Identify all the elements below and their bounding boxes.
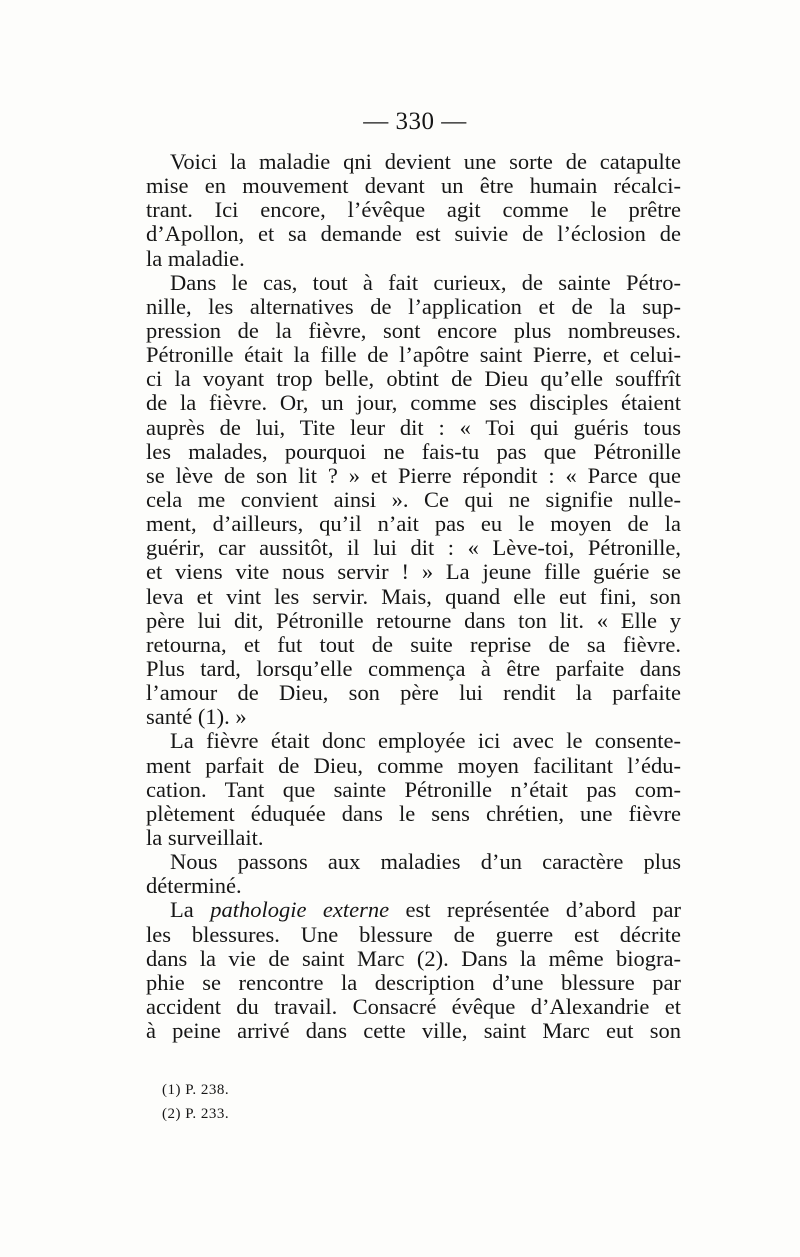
text-line: déterminé. — [146, 873, 242, 899]
footnote: (2) P. 233. — [162, 1106, 230, 1122]
text-line: les malades, pourquoi ne fais-tu pas que Pétronille — [146, 438, 681, 464]
text-line: dans la vie de saint Marc (2). Dans la même biogra- — [146, 945, 681, 971]
text-line: auprès de lui, Tite leur dit : « Toi qui guéris tous — [146, 414, 681, 440]
text-line: Voici la maladie qni devient une sorte de catapulte — [170, 149, 681, 174]
body-text — [146, 150, 681, 1043]
text-line: Nous passons aux maladies d’un caractère plus — [170, 849, 681, 875]
text-line: retourna, et fut tout de suite reprise de sa fièvre. — [146, 631, 681, 657]
text-line: La fièvre était donc employée ici avec le consente- — [170, 728, 681, 754]
page-number: — 330 — — [363, 108, 467, 135]
text-line: ment, d’ailleurs, qu’il n’ait pas eu le moyen de la — [146, 511, 681, 537]
text-line: cation. Tant que sainte Pétronille n’était pas com- — [146, 776, 681, 802]
text-line: cela me convient ainsi ». Ce qui ne signifie nulle- — [146, 486, 681, 512]
text-line: la maladie. — [146, 245, 245, 271]
text-line: et viens vite nous servir ! » La jeune fille guérie se — [146, 559, 681, 585]
text-line: Plus tard, lorsqu’elle commença à être parfaite dans — [146, 655, 681, 681]
text-line: se lève de son lit ? » et Pierre répondit : « Parce que — [146, 462, 681, 488]
text-line: Pétronille était la fille de l’apôtre saint Pierre, et celui- — [146, 342, 681, 368]
text-line: trant. Ici encore, l’évêque agit comme le prêtre — [146, 197, 681, 223]
text-line: accident du travail. Consacré évêque d’Alexandrie et — [146, 993, 681, 1019]
text-line: à peine arrivé dans cette ville, saint Marc eut son — [146, 1018, 681, 1044]
text-line: nille, les alternatives de l’application et de la sup- — [146, 293, 681, 319]
text-line-with-italic — [146, 898, 681, 922]
text-line: ci la voyant trop belle, obtint de Dieu qu’elle souffrît — [146, 366, 681, 392]
text-line: père lui dit, Pétronille retourne dans ton lit. « Elle y — [146, 607, 681, 633]
text-line: pression de la fièvre, sont encore plus nombreuses. — [146, 317, 681, 343]
text-line: leva et vint les servir. Mais, quand elle eut fini, son — [146, 583, 681, 609]
text-line: phie se rencontre la description d’une blessure par — [146, 969, 681, 995]
text-line: plètement éduquée dans le sens chrétien, une fièvre — [146, 800, 681, 826]
text-line: de la fièvre. Or, un jour, comme ses disciples étaient — [146, 390, 681, 416]
text-line: les blessures. Une blessure de guerre est décrite — [146, 921, 681, 947]
footnotes — [162, 1078, 462, 1126]
text-line: santé (1). » — [146, 704, 247, 730]
text-line: mise en mouvement devant un être humain récalci- — [146, 173, 681, 199]
text-segment: est représentée d’abord par — [405, 897, 682, 923]
text-line: guérir, car aussitôt, il lui dit : « Lève-toi, Pétronille, — [146, 535, 681, 561]
footnote: (1) P. 238. — [162, 1082, 230, 1098]
text-line: Dans le cas, tout à fait curieux, de sainte Pétro- — [170, 269, 681, 295]
italic-term: pathologie externe — [210, 897, 390, 923]
text-line: ment parfait de Dieu, comme moyen facilitant l’édu- — [146, 752, 681, 778]
text-segment: La — [170, 897, 211, 923]
text-line: d’Apollon, et sa demande est suivie de l’éclosion de — [146, 221, 681, 247]
text-line: la surveillait. — [146, 824, 264, 850]
text-line: l’amour de Dieu, son père lui rendit la parfaite — [146, 680, 681, 706]
